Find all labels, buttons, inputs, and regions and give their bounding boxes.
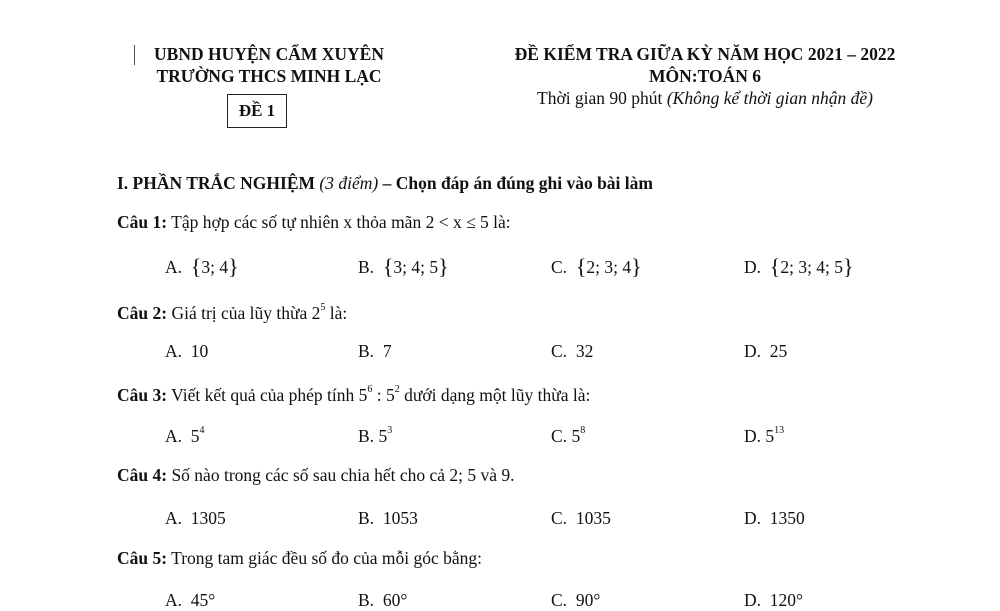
option-base: 5 <box>190 426 200 446</box>
option-value: 1305 <box>190 508 226 528</box>
section-points: (3 điểm) <box>319 173 379 193</box>
section-instruction: – Chọn đáp án đúng ghi vào bài làm <box>378 173 653 193</box>
q2-option-d[interactable] <box>744 341 787 362</box>
question-text: Viết kết quả của phép tính 5 <box>167 385 368 405</box>
q1-option-c[interactable]: C. {2; 3; 4} <box>551 254 642 279</box>
option-base: 5 <box>571 426 581 446</box>
exam-time <box>460 87 950 109</box>
option-letter: A. <box>165 508 183 528</box>
question-text: Tập hợp các số tự nhiên x thỏa mãn 2 < x ≤ 5 là: <box>167 212 511 232</box>
question-label: Câu 1: <box>117 212 168 232</box>
q3-option-d[interactable] <box>744 426 784 447</box>
option-value: 1350 <box>769 508 805 528</box>
q4-option-b[interactable] <box>358 508 418 529</box>
exponent: 6 <box>367 384 373 395</box>
question-label: Câu 5: <box>117 548 168 568</box>
option-letter: A. <box>165 426 183 446</box>
option-letter: B. <box>358 590 375 610</box>
exam-subject: MÔN:TOÁN 6 <box>649 66 761 86</box>
question-label: Câu 3: <box>117 385 168 405</box>
option-letter: A. <box>165 341 183 361</box>
option-value: 2; 3; 4 <box>586 257 632 277</box>
option-letter: B. <box>358 257 375 277</box>
question-4 <box>117 465 515 486</box>
section-heading <box>117 173 653 194</box>
option-base: 5 <box>765 426 775 446</box>
q2-option-a[interactable] <box>165 341 208 362</box>
question-2 <box>117 303 347 324</box>
time-text: Thời gian 90 phút <box>537 88 667 108</box>
question-text: Số nào trong các số sau chia hết cho cả 2; 5 và 9. <box>167 465 515 485</box>
option-exponent: 4 <box>199 425 205 436</box>
option-letter: D. <box>744 341 762 361</box>
question-label: Câu 2: <box>117 303 168 323</box>
time-note: (Không kể thời gian nhận đề) <box>666 88 873 108</box>
option-base: 5 <box>378 426 388 446</box>
option-value: 1035 <box>575 508 611 528</box>
option-value: 7 <box>382 341 392 361</box>
question-text: Giá trị của lũy thừa 2 <box>167 303 321 323</box>
q3-option-b[interactable] <box>358 426 392 447</box>
option-letter: D. <box>744 508 762 528</box>
q2-option-b[interactable] <box>358 341 392 362</box>
q5-option-d[interactable] <box>744 590 803 611</box>
q4-option-c[interactable] <box>551 508 611 529</box>
option-letter: C. <box>551 257 568 277</box>
section-title: I. PHẦN TRẮC NGHIỆM <box>117 173 320 193</box>
exam-title: ĐỀ KIỂM TRA GIỮA KỲ NĂM HỌC 2021 – 2022 <box>514 44 896 64</box>
option-letter: C. <box>551 590 568 610</box>
option-letter: C. <box>551 508 568 528</box>
option-letter: A. <box>165 257 183 277</box>
option-value: 120° <box>769 590 804 610</box>
question-label: Câu 4: <box>117 465 168 485</box>
option-letter: D. <box>744 590 762 610</box>
option-value: 45° <box>190 590 216 610</box>
option-letter: C. <box>551 341 568 361</box>
option-value: 32 <box>575 341 594 361</box>
school-name: TRƯỜNG THCS MINH LẠC <box>156 66 382 86</box>
option-letter: D. <box>744 426 762 446</box>
question-text-after: là: <box>325 303 348 323</box>
exponent: 2 <box>394 384 400 395</box>
q5-option-a[interactable] <box>165 590 215 611</box>
option-value: 90° <box>575 590 601 610</box>
header-right <box>460 43 950 109</box>
q4-option-d[interactable] <box>744 508 805 529</box>
q1-option-a[interactable]: A. {3; 4} <box>165 254 239 279</box>
question-5 <box>117 548 482 569</box>
option-value: 60° <box>382 590 408 610</box>
option-value: 1053 <box>382 508 418 528</box>
q5-option-b[interactable] <box>358 590 407 611</box>
q1-option-b[interactable]: B. {3; 4; 5} <box>358 254 449 279</box>
exponent: 5 <box>320 302 326 313</box>
header-left <box>134 43 404 87</box>
question-3 <box>117 385 590 406</box>
option-value: 2; 3; 4; 5 <box>780 257 844 277</box>
option-letter: B. <box>358 426 375 446</box>
q4-option-a[interactable] <box>165 508 226 529</box>
option-letter: B. <box>358 341 375 361</box>
q3-option-c[interactable] <box>551 426 585 447</box>
question-text: Trong tam giác đều số đo của mỗi góc bằng: <box>167 548 483 568</box>
option-letter: D. <box>744 257 762 277</box>
q3-option-a[interactable] <box>165 426 205 447</box>
district-name: UBND HUYỆN CẨM XUYÊN <box>154 44 384 64</box>
option-exponent: 3 <box>387 425 393 436</box>
question-1 <box>117 212 511 233</box>
option-value: 25 <box>769 341 788 361</box>
exam-code-box: ĐỀ 1 <box>227 94 287 128</box>
option-value: 10 <box>190 341 209 361</box>
q2-option-c[interactable] <box>551 341 593 362</box>
option-exponent: 13 <box>774 425 785 436</box>
option-exponent: 8 <box>580 425 586 436</box>
option-value: 3; 4; 5 <box>393 257 439 277</box>
option-value: 3; 4 <box>201 257 229 277</box>
question-text-after: dưới dạng một lũy thừa là: <box>399 385 591 405</box>
option-letter: A. <box>165 590 183 610</box>
question-text-mid: : 5 <box>372 385 395 405</box>
option-letter: B. <box>358 508 375 528</box>
q1-option-d[interactable]: D. {2; 3; 4; 5} <box>744 254 854 279</box>
option-letter: C. <box>551 426 568 446</box>
q5-option-c[interactable] <box>551 590 600 611</box>
